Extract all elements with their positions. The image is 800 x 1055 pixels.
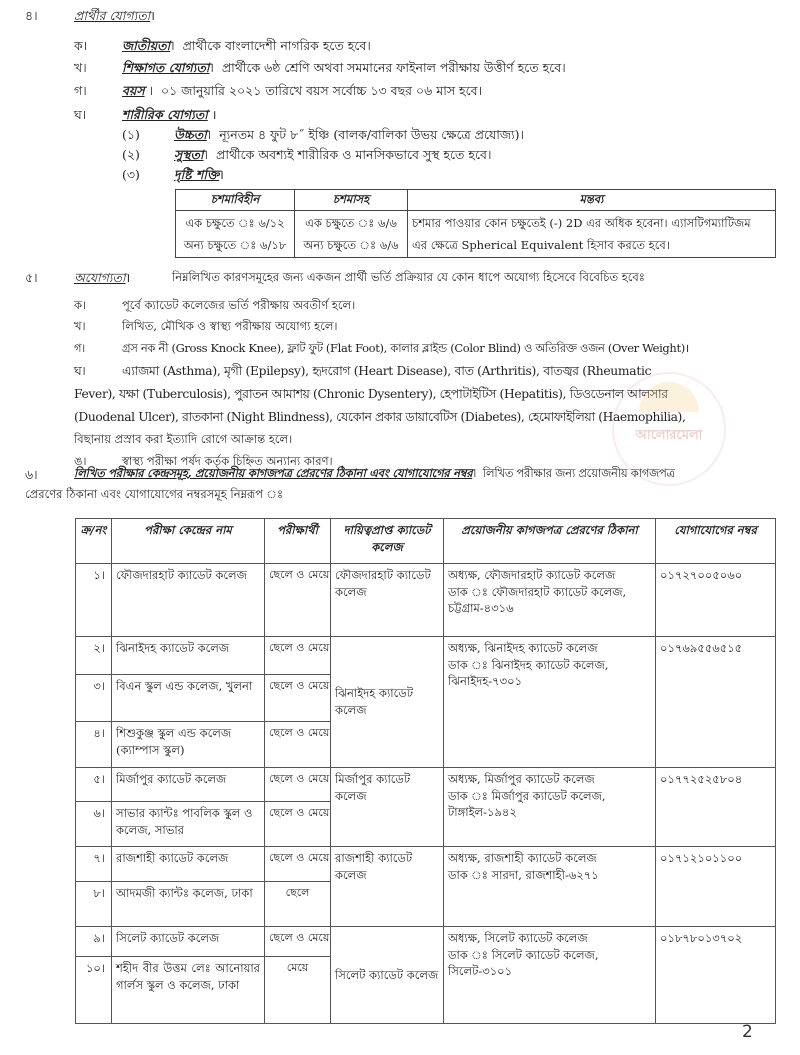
item-marker: ক। xyxy=(74,298,87,312)
item-label: বয়স xyxy=(122,83,145,98)
section-4-title-end: । xyxy=(150,8,155,23)
disqualification-item xyxy=(74,299,355,313)
item-label: সুস্থতা xyxy=(174,147,204,162)
centre-name-cell: রাজশাহী ক্যাডেট কলেজ xyxy=(112,847,265,882)
item-text: প্রার্থীকে বাংলাদেশী নাগরিক হতে হবে। xyxy=(182,38,371,53)
candidates-cell: ছেলে ও মেয়ে xyxy=(265,675,331,722)
header-phone: যোগাযোগের নম্বর xyxy=(656,519,776,564)
address-line: ডাক ঃ ফৌজদারহাট ক্যাডেট কলেজ, xyxy=(448,584,627,599)
item-text: গ্রস নক নী (Gross Knock Knee), ফ্লাট ফুট (Flat Foot), কালার ব্লাইন্ড (Color Blind) ও অতিরিক্ত ওজন (Over Weight)। xyxy=(122,341,689,355)
serial-cell: ৩। xyxy=(76,675,112,722)
serial-cell: ৯। xyxy=(76,927,112,957)
address-line: ডাক ঃ মির্জাপুর ক্যাডেট কলেজ, xyxy=(448,788,606,803)
serial-cell: ৮। xyxy=(76,882,112,927)
serial-cell: ১০। xyxy=(76,957,112,1024)
item-marker: (২) xyxy=(122,147,140,162)
address-line: ডাক ঃ সারদা, রাজশাহী-৬২৭১ xyxy=(448,867,599,882)
section-6-intro: লিখিত পরীক্ষার জন্য প্রয়োজনীয় কাগজপত্র xyxy=(482,466,675,480)
exam-centres-table xyxy=(75,518,776,1024)
page-number: 2 xyxy=(742,1022,753,1042)
address-cell xyxy=(444,768,656,847)
item-text: লিখিত, মৌখিক ও স্বাস্থ্য পরীক্ষায় অযোগ্য হলে। xyxy=(122,319,338,333)
address-line: অধ্যক্ষ, রাজশাহী ক্যাডেট কলেজ xyxy=(448,851,597,865)
item-sep: । xyxy=(203,147,209,162)
disqualification-line: Fever), যক্ষা (Tuberculosis), পুরাতন আমাশয় (Chronic Dysentery), হেপাটাইটিস (Hepatitis), ডিওডেনাল আলসার xyxy=(74,387,668,401)
phone-cell: ০১৭২৭০০৫০৬০ xyxy=(656,564,776,637)
vision-table-row xyxy=(176,211,776,258)
table-row xyxy=(76,564,776,637)
candidates-cell: ছেলে ও মেয়ে xyxy=(265,927,331,957)
centre-name-cell: বিএন স্কুল এন্ড কলেজ, খুলনা xyxy=(112,675,265,722)
item-text: স্বাস্থ্য পরীক্ষা পর্ষদ কর্তৃক চিহ্নিত অন্যান্য কারণ। xyxy=(122,454,333,468)
address-cell xyxy=(444,927,656,1024)
table-row xyxy=(76,768,776,802)
candidates-cell: ছেলে ও মেয়ে xyxy=(265,637,331,675)
item-label: জাতীয়তা xyxy=(122,38,171,53)
table-row xyxy=(76,847,776,882)
table-header-row xyxy=(76,519,776,564)
address-line: ডাক ঃ সিলেট ক্যাডেট কলেজ, xyxy=(448,947,599,962)
item-sep: । xyxy=(148,83,154,98)
with-glasses-cell xyxy=(295,211,408,258)
item-marker: খ। xyxy=(74,319,86,333)
address-line: সিলেট-৩১০১ xyxy=(448,964,513,979)
item-sep: । xyxy=(211,107,217,122)
disqualification-line: বিছানায় প্রস্রাব করা ইত্যাদি রোগে আক্রান্ত হলে। xyxy=(74,432,293,446)
centre-name-cell: সিলেট ক্যাডেট কলেজ xyxy=(112,927,265,957)
vision-value: এক চক্ষুতে ঃ ৬/১২ xyxy=(185,216,285,230)
item-marker: গ। xyxy=(74,83,87,98)
serial-cell: ৫। xyxy=(76,768,112,802)
phone-cell: ০১৭৬৯৫৫৬৫১৫ xyxy=(656,637,776,768)
candidates-cell: ছেলে ও মেয়ে xyxy=(265,722,331,768)
centre-name-cell: শিশুকুঞ্জ স্কুল এন্ড কলেজ (ক্যাম্পাস স্কুল) xyxy=(112,722,265,768)
vision-value: অন্য চক্ষুতে ঃ ৬/১৮ xyxy=(183,238,287,252)
address-line: ঝিনাইদহ-৭৩০১ xyxy=(448,674,523,689)
section-6-title-end: । xyxy=(472,466,477,480)
physical-item xyxy=(122,147,491,162)
header-responsible-college: দায়িত্বপ্রাপ্ত ক্যাডেট কলেজ xyxy=(331,519,444,564)
serial-cell: ৬। xyxy=(76,802,112,847)
serial-cell: ২। xyxy=(76,637,112,675)
section-6-intro-continued: প্রেরণের ঠিকানা এবং যোগাযোগের নম্বরসমূহ নিম্নরূপ ঃ xyxy=(25,487,284,501)
item-marker: (৩) xyxy=(122,167,140,182)
centre-name-cell: ফৌজদারহাট ক্যাডেট কলেজ xyxy=(112,564,265,637)
centre-name-cell: আদমজী ক্যান্টঃ কলেজ, ঢাকা xyxy=(112,882,265,927)
watermark-text: আলোরমেলা xyxy=(635,428,703,443)
sun-icon xyxy=(639,382,699,412)
header-without-glasses: চশমাবিহীন xyxy=(176,190,295,211)
section-6-number: ৬। xyxy=(25,467,38,482)
item-text: প্রার্থীকে ৬ষ্ঠ শ্রেণি অথবা সমমানের ফাইনাল পরীক্ষায় উত্তীর্ণ হতে হবে। xyxy=(221,60,566,75)
vision-table xyxy=(175,189,776,258)
item-marker: ঘ। xyxy=(74,107,87,122)
address-line: অধ্যক্ষ, ঝিনাইদহ ক্যাডেট কলেজ xyxy=(448,641,598,655)
header-remarks: মন্তব্য xyxy=(408,190,776,211)
header-centre-name: পরীক্ষা কেন্দ্রের নাম xyxy=(112,519,265,564)
responsible-college-cell: মির্জাপুর ক্যাডেট কলেজ xyxy=(331,768,444,847)
item-sep: । xyxy=(206,127,212,142)
vision-table-header xyxy=(176,190,776,211)
item-label: শিক্ষাগত যোগ্যতা xyxy=(122,60,210,75)
address-cell xyxy=(444,564,656,637)
item-marker: ঘ। xyxy=(74,364,86,378)
address-line: ডাক ঃ ঝিনাইদহ ক্যাডেট কলেজ, xyxy=(448,657,609,672)
disqualification-item xyxy=(74,364,651,379)
address-line: টাঙ্গাইল-১৯৪২ xyxy=(448,805,517,820)
centre-name-cell: শহীদ বীর উত্তম লেঃ আনোয়ার গার্লস স্কুল ও কলেজ, ঢাকা xyxy=(112,957,265,1024)
vision-value: অন্য চক্ষুতে ঃ ৬/৬ xyxy=(303,238,399,252)
item-sep: । xyxy=(170,38,175,53)
serial-cell: ৪। xyxy=(76,722,112,768)
section-4-title: প্রার্থীর যোগ্যতা xyxy=(74,8,151,23)
without-glasses-cell xyxy=(176,211,295,258)
section-4-heading xyxy=(74,8,155,23)
section-5-number: ৫। xyxy=(25,270,38,285)
item-marker: খ। xyxy=(74,60,87,75)
address-cell xyxy=(444,847,656,927)
candidates-cell: ছেলে ও মেয়ে xyxy=(265,802,331,847)
header-candidates: পরীক্ষার্থী xyxy=(265,519,331,564)
item-label: দৃষ্টি শক্তি xyxy=(174,167,220,182)
address-line: চট্টগ্রাম-৪৩১৬ xyxy=(448,601,514,616)
section-6-heading xyxy=(74,467,675,481)
item-sep: । xyxy=(219,167,224,182)
eligibility-item xyxy=(74,107,216,122)
candidates-cell: ছেলে ও মেয়ে xyxy=(265,847,331,882)
candidates-cell: ছেলে ও মেয়ে xyxy=(265,564,331,637)
item-marker: ঙ। xyxy=(74,454,87,468)
header-with-glasses: চশমাসহ xyxy=(295,190,408,211)
responsible-college-cell: ফৌজদারহাট ক্যাডেট কলেজ xyxy=(331,564,444,637)
eligibility-item xyxy=(74,38,371,53)
vision-value: এক চক্ষুতে ঃ ৬/৬ xyxy=(305,216,397,230)
remarks-line: এর ক্ষেত্রে Spherical Equivalent হিসাব করতে হবে। xyxy=(412,238,670,252)
header-address: প্রয়োজনীয় কাগজপত্র প্রেরণের ঠিকানা xyxy=(444,519,656,564)
address-line: অধ্যক্ষ, সিলেট ক্যাডেট কলেজ xyxy=(448,931,588,945)
address-line: অধ্যক্ষ, ফৌজদারহাট ক্যাডেট কলেজ xyxy=(448,568,616,582)
responsible-college-cell: ঝিনাইদহ ক্যাডেট কলেজ xyxy=(331,637,444,768)
item-text: পূর্বে ক্যাডেট কলেজের ভর্তি পরীক্ষায় অবতীর্ণ হলে। xyxy=(122,298,356,312)
physical-item xyxy=(122,167,224,182)
physical-item xyxy=(122,127,524,142)
section-5-title: অযোগ্যতা xyxy=(74,270,126,285)
address-cell xyxy=(444,637,656,768)
section-5-intro: নিম্নলিখিত কারণসমূহের জন্য একজন প্রার্থী ভর্তি প্রক্রিয়ার যে কোন ধাপে অযোগ্য হিসেবে বিবেচিত হবেঃ xyxy=(172,270,645,284)
remarks-line: চশমার পাওয়ার কোন চক্ষুতেই (-) 2D এর অধিক হবেনা। এ্যাসটিগম্যাটিজম xyxy=(412,216,751,230)
remarks-cell xyxy=(408,211,776,258)
item-label: শারীরিক যোগ্যতা xyxy=(122,107,208,122)
serial-cell: ১। xyxy=(76,564,112,637)
disqualification-item xyxy=(74,320,338,334)
section-6-title: লিখিত পরীক্ষার কেন্দ্রসমূহ, প্রয়োজনীয় কাগজপত্র প্রেরণের ঠিকানা এবং যোগাযোগের নম্বর xyxy=(74,466,473,480)
header-serial: ক্র/নং xyxy=(76,519,112,564)
item-marker: (১) xyxy=(122,127,140,142)
centre-name-cell: ঝিনাইদহ ক্যাডেট কলেজ xyxy=(112,637,265,675)
phone-cell: ০১৭১২১০১১০০ xyxy=(656,847,776,927)
section-5-heading xyxy=(74,270,130,285)
item-marker: ক। xyxy=(74,38,88,53)
phone-cell: ০১৭৭২৫২৫৮০৪ xyxy=(656,768,776,847)
item-label: উচ্চতা xyxy=(174,127,207,142)
address-line: অধ্যক্ষ, মির্জাপুর ক্যাডেট কলেজ xyxy=(448,772,595,786)
item-marker: গ। xyxy=(74,341,85,355)
item-sep: । xyxy=(209,60,214,75)
eligibility-item xyxy=(74,83,482,98)
serial-cell: ৭। xyxy=(76,847,112,882)
candidates-cell: ছেলে xyxy=(265,882,331,927)
candidates-cell: মেয়ে xyxy=(265,957,331,1024)
table-row xyxy=(76,927,776,957)
item-text: প্রার্থীকে অবশ্যই শারীরিক ও মানসিকভাবে সুস্থ হতে হবে। xyxy=(215,147,492,162)
responsible-college-cell: সিলেট ক্যাডেট কলেজ xyxy=(331,927,444,1024)
item-text: ০১ জানুয়ারি ২০২১ তারিখে বয়স সর্বোচ্চ ১৩ বছর ০৬ মাস হবে। xyxy=(161,83,483,98)
phone-cell: ০১৮৭৮০১৩৭০২ xyxy=(656,927,776,1024)
centre-name-cell: সাভার ক্যান্টঃ পাবলিক স্কুল ও কলেজ, সাভার xyxy=(112,802,265,847)
table-row xyxy=(76,637,776,675)
section-5-title-end: । xyxy=(125,270,131,285)
centre-name-cell: মির্জাপুর ক্যাডেট কলেজ xyxy=(112,768,265,802)
section-4-number: ৪। xyxy=(25,8,38,23)
responsible-college-cell: রাজশাহী ক্যাডেট কলেজ xyxy=(331,847,444,927)
item-text: এ্যাজমা (Asthma), মৃগী (Epilepsy), হৃদরোগ (Heart Disease), বাত (Arthritis), বাতজ্বর (Rheumatic xyxy=(122,364,652,378)
disqualification-line: (Duodenal Ulcer), রাতকানা (Night Blindness), যেকোন প্রকার ডায়াবেটিস (Diabetes), হেমোফাইলিয়া (Haemophilia), xyxy=(74,410,686,424)
eligibility-item xyxy=(74,60,566,75)
candidates-cell: ছেলে ও মেয়ে xyxy=(265,768,331,802)
disqualification-item xyxy=(74,342,689,356)
item-text: ন্যূনতম ৪ ফুট ৮˝ ইঞ্চি (বালক/বালিকা উভয় ক্ষেত্রে প্রযোজ্য)। xyxy=(219,127,525,142)
